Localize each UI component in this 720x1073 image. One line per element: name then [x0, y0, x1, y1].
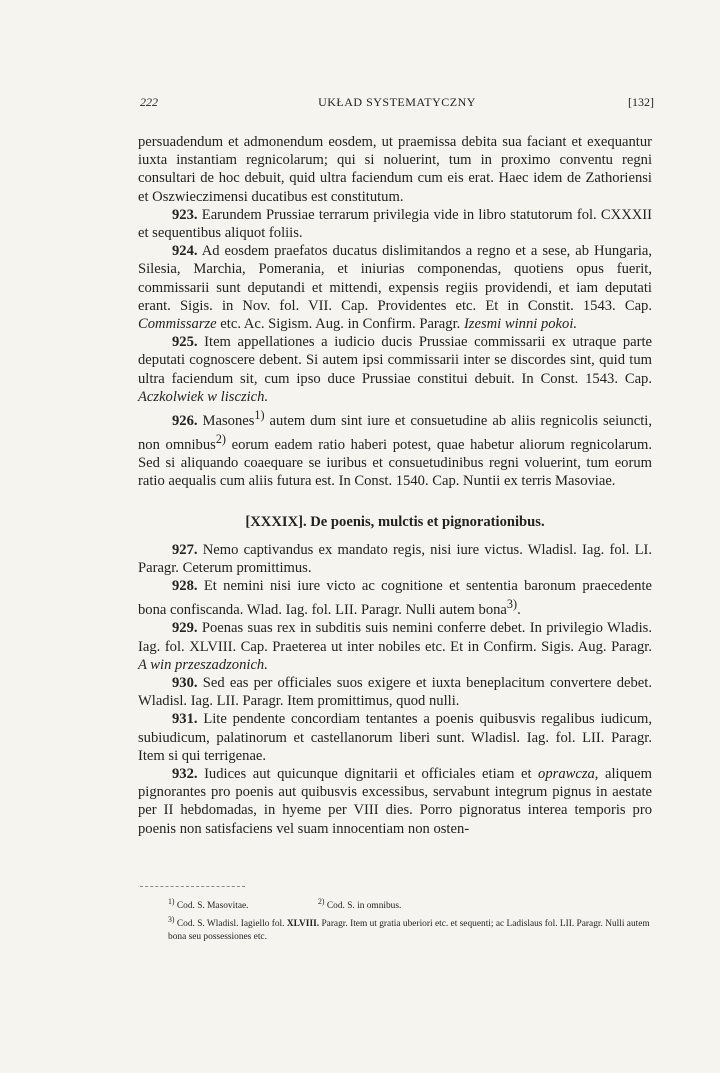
italic-citation: oprawcza,: [538, 766, 599, 783]
paragraph-text: .: [517, 602, 521, 619]
paragraph-number: 927.: [172, 541, 198, 558]
paragraph-931: [138, 710, 652, 765]
italic-citation: Aczkolwiek w lisczich.: [138, 388, 269, 405]
paragraph-text: Iudices aut quicunque dignitarii et officiales etiam et: [197, 766, 539, 783]
paragraph-text: aliquem pignorantes pro poenis aut quibusvis excessibus, servabunt integrum pignus in aestate per II hebdomadas, in hyeme per VIII dies. Porro pignoratus interea temporis pro poenis non satisfaciens vel suam innocentiam non osten-: [138, 766, 652, 837]
main-text: [138, 133, 652, 838]
paragraph-number: 923.: [172, 206, 198, 223]
paragraph-text: etc. Ac. Sigism. Aug. in Confirm. Paragr.: [216, 316, 464, 333]
paragraph-continued: [138, 133, 652, 206]
footnote-text-bold: XLVIII.: [286, 919, 320, 930]
footnote-text: Paragr. Item ut gratia uberiori etc. et sequenti; ac Ladislaus fol. LII. Paragr. Nulli autem bona seu possessiones etc.: [168, 919, 650, 943]
paragraph-932: [138, 765, 652, 838]
italic-citation: A win przeszadzonich.: [138, 656, 268, 673]
running-header: [140, 95, 654, 113]
italic-citation: Commissarze: [138, 316, 217, 333]
paragraph-number: 932.: [172, 766, 198, 783]
paragraph-number: 924.: [172, 243, 198, 260]
footnote-line: [138, 913, 654, 944]
paragraph-924: [138, 242, 652, 333]
marginal-page-reference: [132]: [628, 95, 654, 109]
paragraph-text: Ad eosdem praefatos ducatus dislimitandos a regno et a sese, ab Hungaria, Silesia, Marchia, Pomerania, et iniurias componendas, quotiens opus fuerit, commissarii sunt deputandi et mittendi, expensis regiis providendi, et iam deputati erant. Sigis. in Nov. fol. VII. Cap. Providentes etc. Et in Constit. 1543. Cap.: [138, 243, 652, 314]
paragraph-925: [138, 333, 652, 406]
paragraph-text: autem dum sint iure et consuetudine ab aliis regnicolis seiuncti, non omnibus: [138, 412, 652, 453]
paragraph-text: Earundem Prussiae terrarum privilegia vide in libro statutorum fol. CXXXII et sequentibus aliquot foliis.: [138, 206, 652, 242]
paragraph-text: persuadendum et admonendum eosdem, ut praemissa debita sua faciant et exequantur iuxta instantiam regnicolarum; qui si noluerint, tum in proximo conventu regni consultari de hoc debuit, quid ultra faciendum cum eis erat. Haec idem de Zathoriensi et Oszwieczimensi ducatibus est constitutum.: [138, 134, 652, 205]
paragraph-text: Masones: [197, 412, 255, 429]
paragraph-text: Sed eas per officiales suos exigere et iuxta beneplacitum convertere debet. Wladisl. Iag. LII. Paragr. Item promittimus, quod nulli.: [138, 675, 652, 710]
paragraph-927: [138, 541, 652, 577]
paragraph-text: Et nemini nisi iure victo ac cognitione et sententia baronum praecedente bona confiscanda. Wlad. Iag. fol. LII. Paragr. Nulli autem bona: [138, 578, 652, 619]
footnote-ref: 3): [506, 597, 518, 612]
footnote-text: Cod. S. in omnibus.: [324, 901, 402, 912]
paragraph-text: Lite pendente concordiam tentantes a poenis quibusvis regalibus iudicum, subiudicum, palatinorum et castellanorum liberi sunt. Wladisl. Iag. fol. LII. Paragr. Item si qui terrigenae.: [138, 711, 652, 764]
footnote-rule: [140, 886, 245, 887]
footnote-text: Cod. S. Masovitae.: [174, 901, 249, 912]
footnotes: [138, 895, 654, 944]
paragraph-text: Item appellationes a iudicio ducis Prussiae commissarii ex utraque parte deputati cognoscere debent. Si autem ipsi commissarii inter se discordes sint, quid tum ultra faciendum sit, cum ipso duce Prussiae constitui debuit. In Const. 1543. Cap.: [138, 334, 652, 387]
footnote-line: [138, 895, 654, 913]
footnote-text: Cod. S. Wladisl. Iagiello fol.: [174, 919, 287, 930]
paragraph-text: eorum eadem ratio haberi potest, quae habetur aliorum regnicolarum. Sed si aliquando coaequare se iuribus et consuetudinibus regni voluerint, tum eorum ratio aequalis cum aliis futura est. In Const. 1540. Cap. Nuntii ex terris Masoviae.: [138, 436, 653, 490]
footnote-ref: 1): [254, 408, 265, 423]
paragraph-number: 928.: [172, 578, 198, 595]
running-title: UKŁAD SYSTEMATYCZNY: [318, 95, 476, 109]
paragraph-926: [138, 406, 652, 491]
paragraph-text: Nemo captivandus ex mandato regis, nisi iure victus. Wladisl. Iag. fol. LI. Paragr. Ceterum promittimus.: [138, 541, 652, 576]
footnote-marker: 1): [168, 897, 175, 906]
paragraph-number: 925.: [172, 334, 198, 351]
paragraph-number: 929.: [172, 620, 198, 637]
paragraph-928: [138, 577, 652, 619]
paragraph-text: Poenas suas rex in subditis suis nemini conferre debet. In privilegio Wladis. Iag. fol. XLVIII. Cap. Praeterea ut inter nobiles etc. Et in Confirm. Sigis. Aug. Paragr.: [138, 620, 652, 655]
paragraph-930: [138, 674, 652, 710]
paragraph-number: 930.: [172, 675, 198, 692]
section-heading: [XXXIX]. De poenis, mulctis et pignorationibus.: [245, 513, 545, 530]
paragraph-number: 931.: [172, 711, 198, 728]
paragraph-923: [138, 206, 652, 242]
italic-citation: Izesmi winni pokoi.: [463, 316, 578, 333]
footnote-marker: 3): [168, 915, 175, 925]
footnote-marker: 2): [318, 897, 325, 906]
page-number: 222: [140, 95, 158, 109]
paragraph-929: [138, 619, 652, 674]
footnote-ref: 2): [215, 432, 226, 447]
paragraph-number: 926.: [172, 412, 198, 429]
